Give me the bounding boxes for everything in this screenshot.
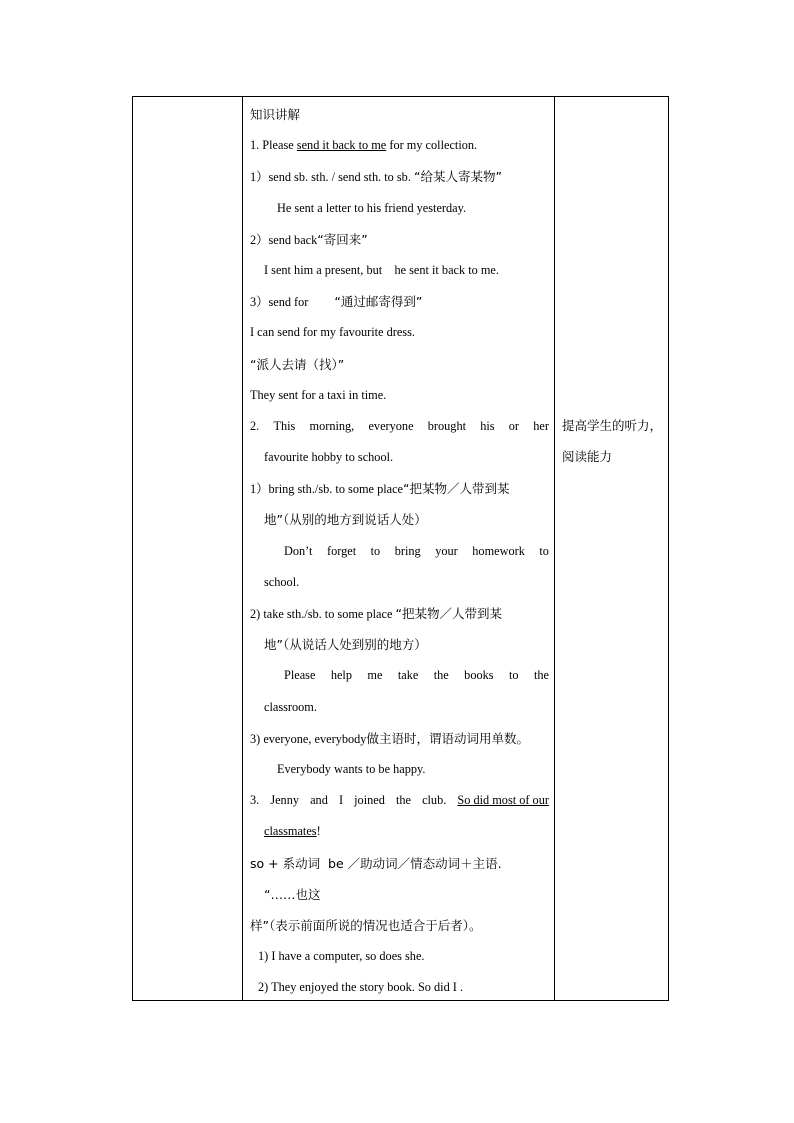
usage-cn: 地”（从说话人处到别的地方）: [264, 637, 427, 653]
word: help: [330, 668, 352, 683]
word: the: [433, 668, 449, 683]
knowledge-explanation: [250, 99, 550, 1003]
example-sentence: I sent him a present, but he sent it back to me.: [264, 262, 499, 277]
lesson-table: [132, 96, 669, 1001]
word: me: [367, 668, 383, 683]
underlined-phrase: send it back to me: [296, 138, 387, 153]
word: everyone: [368, 418, 414, 433]
word: his: [480, 418, 495, 433]
example-sentence-cont: school.: [264, 574, 300, 589]
usage-cn: “派人去请（找）”: [250, 356, 345, 372]
sentence-text: for my collection.: [386, 138, 478, 153]
word: and: [310, 793, 328, 808]
usage-line: [250, 473, 550, 504]
rule-meaning: 样”（表示前面所说的情况也适合于后者）。: [250, 917, 482, 933]
usage-cn: “寄回来”: [317, 231, 368, 247]
sentence-text: !: [316, 824, 321, 839]
usage-line: [250, 286, 550, 317]
word: to: [508, 668, 519, 683]
usage-line: [250, 161, 550, 192]
usage-en: 1）send sb. sth. / send sth. to sb.: [250, 170, 414, 185]
word: books: [464, 668, 494, 683]
word: Jenny: [270, 793, 300, 808]
word: the: [395, 793, 411, 808]
usage-cn: 地”（从别的地方到说话人处）: [264, 512, 427, 528]
word: take: [397, 668, 419, 683]
word: homework: [472, 543, 525, 558]
usage-line: [250, 723, 550, 754]
usage-en: 3) everyone, everybody: [250, 731, 367, 746]
usage-line: [250, 598, 550, 629]
teaching-goal: [562, 410, 672, 472]
word: This: [273, 418, 296, 433]
usage-cn: “给某人寄某物”: [413, 169, 502, 185]
example-sentence: I can send for my favourite dress.: [250, 325, 415, 340]
word: Please: [284, 668, 316, 683]
usage-en: 2）send back: [250, 232, 318, 247]
word: to: [370, 543, 381, 558]
word: I: [338, 793, 344, 808]
point-1-sentence: [250, 130, 550, 161]
word: your: [435, 543, 458, 558]
point-2-sentence-cont: favourite hobby to school.: [264, 450, 394, 465]
usage-cn: “把某物／人带到某: [395, 606, 502, 621]
usage-cn: “通过邮寄得到”: [334, 294, 423, 310]
goal-text: 阅读能力: [562, 449, 613, 465]
example-sentence: 2) They enjoyed the story book. So did I .: [258, 980, 464, 995]
word: joined: [354, 793, 385, 808]
word: forget: [326, 543, 357, 558]
word: or: [508, 418, 520, 433]
word: brought: [427, 418, 467, 433]
example-sentence: They sent for a taxi in time.: [250, 387, 387, 402]
word: 3.: [250, 793, 260, 808]
section-title: 知识讲解: [250, 107, 301, 122]
point-3-sentence: [250, 785, 549, 816]
word: the: [533, 668, 549, 683]
rule-meaning: “……也这: [264, 886, 321, 902]
point-2-sentence: [250, 411, 549, 442]
example-sentence: [250, 536, 549, 567]
example-sentence: 1) I have a computer, so does she.: [258, 949, 425, 964]
example-sentence: Everybody wants to be happy.: [277, 761, 426, 776]
underlined-phrase: So did most of our: [457, 793, 549, 808]
usage-cn: 做主语时，谓语动词用单数。: [366, 730, 529, 746]
underlined-phrase: classmates: [264, 824, 317, 839]
column-divider: [554, 97, 555, 1000]
usage-cn: “把某物／人带到某: [403, 481, 510, 497]
usage-en: 3）send for: [250, 295, 309, 310]
usage-en: 1）bring sth./sb. to some place: [250, 482, 404, 497]
word: her: [533, 418, 549, 433]
example-sentence-cont: classroom.: [264, 699, 317, 714]
sentence-text: 1. Please: [250, 138, 297, 153]
word: Don’t: [284, 543, 313, 558]
usage-en: 2) take sth./sb. to some place: [250, 607, 396, 621]
word: 2.: [250, 418, 260, 433]
word: morning,: [309, 418, 355, 433]
point-3-sentence-cont: [250, 816, 550, 847]
column-divider: [242, 97, 243, 1000]
goal-text: 提高学生的听力，: [562, 418, 663, 433]
usage-line: [250, 224, 550, 255]
example-sentence: [250, 660, 549, 691]
word: bring: [394, 543, 421, 558]
word: to: [539, 543, 549, 558]
grammar-rule: so + 系动词 be ／助动词／情态动词＋主语.: [250, 855, 502, 871]
word: club.: [422, 793, 447, 808]
example-sentence: He sent a letter to his friend yesterday.: [277, 200, 467, 215]
